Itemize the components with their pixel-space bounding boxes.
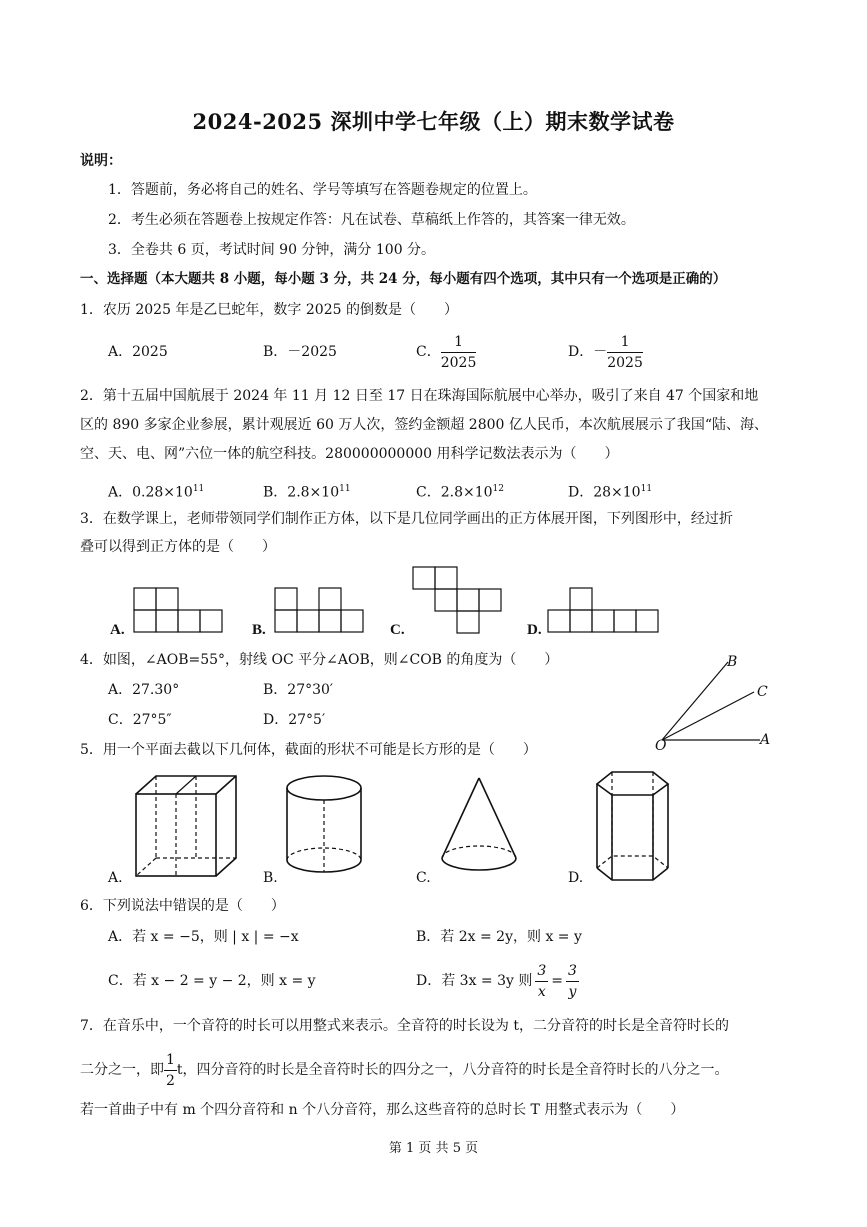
q2-c-exp: 12 [492, 484, 504, 494]
q2-d-exp: 11 [640, 484, 653, 494]
q7-half-num: 1 [164, 1053, 177, 1071]
q6-option-c: C．若 x − 2 = y − 2，则 x = y [108, 973, 316, 989]
q4-option-b: B．27°30′ [263, 682, 334, 698]
q4-label-b: B [727, 654, 738, 670]
page-title: 2024-2025 深圳中学七年级（上）期末数学试卷 [192, 109, 675, 134]
q3-net-a [134, 588, 222, 632]
q2-line-1: 2．第十五届中国航展于 2024 年 11 月 12 日至 17 日在珠海国际航展中心举办，吸引了来自 47 个国家和地 [80, 388, 759, 404]
q6-option-b: B．若 2x = 2y，则 x = y [416, 929, 582, 945]
q3-net-b [275, 588, 363, 632]
q3-net-d [548, 588, 658, 632]
q6-option-d [416, 958, 579, 1004]
q7-line-2-pre: 二分之一，即 [80, 1062, 164, 1078]
q1-option-a: A．2025 [108, 344, 168, 360]
q2-b-base: B．2.8×10 [263, 484, 340, 501]
page-footer: 第 1 页 共 5 页 [388, 1141, 479, 1156]
q6-d-left-num: 3 [535, 964, 548, 982]
q6-d-equals: = [551, 973, 564, 989]
q1-d-denominator: 2025 [607, 354, 643, 371]
q2-a-exp: 11 [192, 484, 205, 494]
q5-label-a: A. [108, 870, 123, 886]
q1-d-label: D．－ [568, 344, 608, 360]
q1-c-numerator: 1 [441, 335, 477, 353]
q5-stem: 5．用一个平面去截以下几何体，截面的形状不可能是长方形的是（ ） [80, 742, 537, 758]
note-item-2: 2．考生必须在答题卷上按规定作答：凡在试卷、草稿纸上作答的，其答案一律无效。 [108, 212, 635, 228]
q7-line-3: 若一首曲子中有 m 个四分音符和 n 个八分音符，那么这些音符的总时长 T 用整式表示为（ ） [80, 1102, 685, 1118]
q2-option-d [568, 479, 652, 503]
q2-option-b [263, 479, 351, 503]
q4-stem: 4．如图，∠AOB=55°，射线 OC 平分∠AOB，则∠COB 的角度为（ ） [80, 652, 559, 668]
q4-option-d: D．27°5′ [263, 712, 326, 728]
q3-label-c: C. [390, 622, 405, 638]
q3-label-d: D. [527, 622, 542, 638]
q1-option-b: B．－2025 [263, 344, 337, 360]
section-heading: 一、选择题（本大题共 8 小题，每小题 3 分，共 24 分，每小题有四个选项，其中只有一个选项是正确的） [80, 271, 727, 287]
q5-solids [0, 768, 867, 888]
q6-d-left-fraction [535, 964, 548, 999]
q4-label-o: O [655, 738, 667, 754]
q4-label-c: C [757, 684, 768, 700]
q2-a-base: A．0.28×10 [108, 484, 193, 501]
q7-line-2 [80, 1048, 729, 1092]
q3-line-1: 3．在数学课上，老师带领同学们制作正方体，以下是几位同学画出的正方体展开图，下列图形中，经过折 [80, 511, 733, 527]
q7-line-2-post: t，四分音符的时长是全音符时长的四分之一，八分音符的时长是全音符时长的八分之一。 [176, 1062, 729, 1078]
q1-stem: 1．农历 2025 年是乙巳蛇年，数字 2025 的倒数是（ ） [80, 302, 458, 318]
q6-d-label: D．若 3x = 3y 则 [416, 973, 533, 989]
q2-b-exp: 11 [339, 484, 351, 494]
q1-option-c [416, 330, 476, 374]
q1-c-denominator: 2025 [440, 354, 477, 371]
q3-net-figures [0, 560, 867, 640]
q6-d-left-den: x [537, 983, 546, 1000]
q5-cylinder [287, 776, 361, 872]
q5-cube [136, 776, 236, 876]
q1-c-fraction [441, 335, 477, 370]
q7-line-1: 7．在音乐中，一个音符的时长可以用整式来表示。全音符的时长设为 t，二分音符的时长是全音符时长的 [80, 1018, 729, 1034]
q6-option-a: A．若 x = −5，则 | x | = −x [108, 929, 299, 945]
q7-half-fraction [164, 1053, 177, 1088]
q4-option-c: C．27°5″ [108, 712, 172, 728]
q5-hex-prism [597, 772, 668, 880]
q1-d-fraction [607, 335, 643, 370]
q3-net-c [413, 567, 501, 633]
q5-label-c: C. [416, 870, 431, 886]
q2-d-base: D．28×10 [568, 484, 641, 501]
q1-option-d [568, 330, 643, 374]
q2-line-2: 区的 890 多家企业参展，累计观展近 60 万人次，签约金额超 2800 亿人民币，本次航展展示了我国“陆、海、 [80, 417, 769, 433]
q2-line-3: 空、天、电、网”六位一体的航空科技。280000000000 用科学记数法表示为（ ） [80, 446, 619, 462]
note-item-1: 1．答题前，务必将自己的姓名、学号等填写在答题卷规定的位置上。 [108, 182, 537, 198]
q6-d-right-den: y [568, 983, 577, 1000]
q5-cone [442, 778, 516, 870]
q5-label-b: B. [263, 870, 278, 886]
q1-c-label: C． [416, 344, 441, 360]
q6-stem: 6．下列说法中错误的是（ ） [80, 898, 285, 914]
q4-option-a: A．27.30° [108, 682, 180, 698]
q5-label-d: D. [568, 870, 584, 886]
q2-option-a [108, 479, 204, 503]
note-item-3: 3．全卷共 6 页，考试时间 90 分钟，满分 100 分。 [108, 242, 436, 258]
q4-label-a: A [760, 732, 771, 748]
q6-d-right-num: 3 [566, 964, 579, 982]
q3-label-a: A. [110, 622, 125, 638]
q1-d-numerator: 1 [607, 335, 643, 353]
q3-line-2: 叠可以得到正方体的是（ ） [80, 539, 276, 555]
q3-label-b: B. [252, 622, 266, 638]
q7-half-den: 2 [166, 1072, 175, 1089]
q2-c-base: C．2.8×10 [416, 484, 493, 501]
notes-heading: 说明： [80, 153, 122, 169]
q6-d-right-fraction [566, 964, 579, 999]
q2-option-c [416, 479, 504, 503]
